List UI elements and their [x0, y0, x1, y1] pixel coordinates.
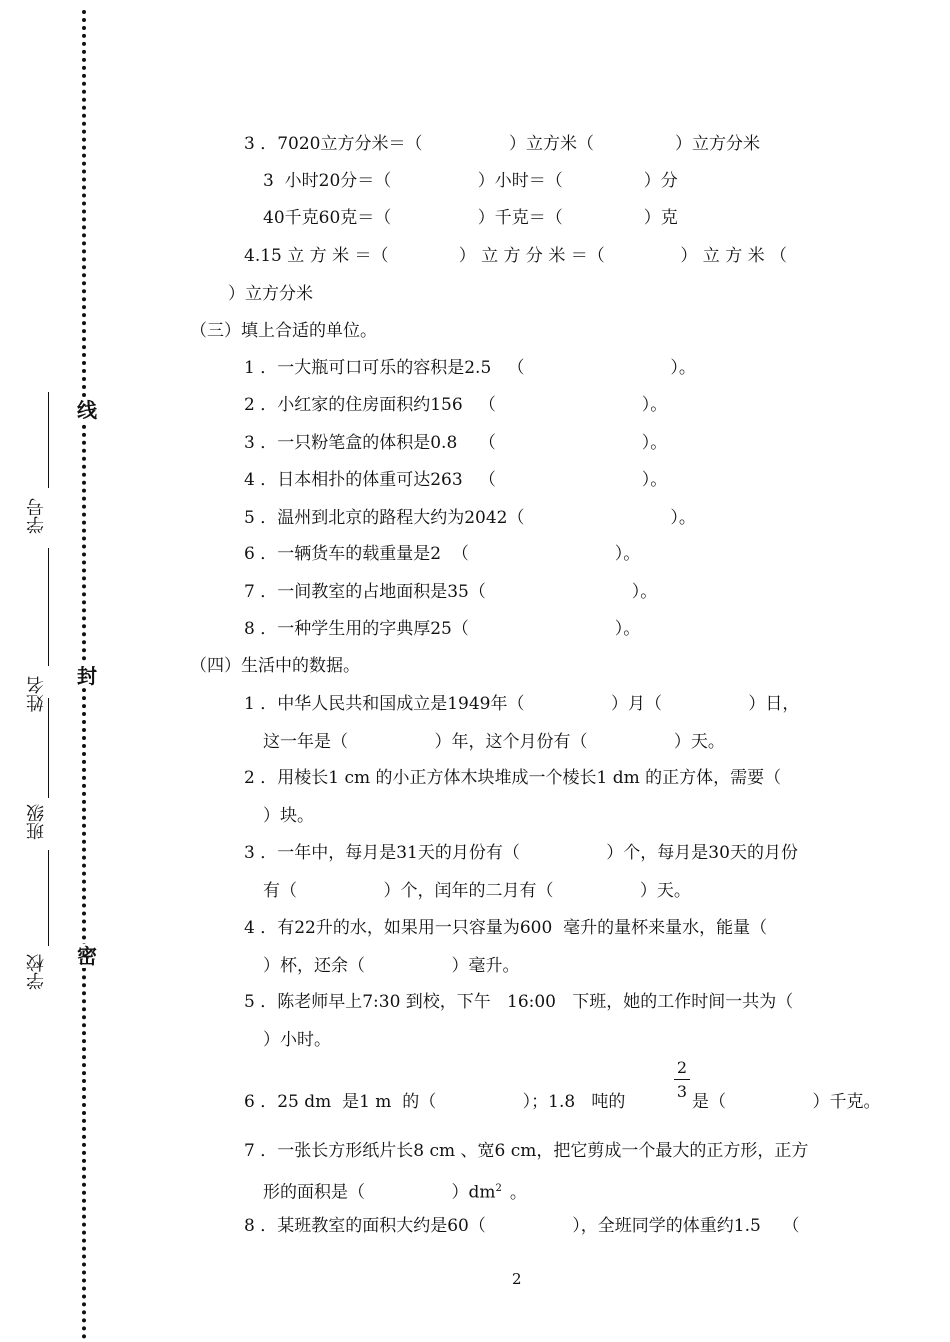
line-s4-6a: 6 ．25 dm 是1 m 的（ ）；1.8 吨的 [244, 1092, 626, 1112]
fraction-two-thirds [674, 1058, 690, 1101]
line-s4-4b: ）杯，还余（ ）毫升。 [263, 956, 520, 976]
school-label: 学校 [26, 954, 47, 990]
fraction-denominator: 3 [676, 1082, 688, 1101]
seal-mark-feng: 封 [77, 664, 97, 688]
line-s3-5: 5 ．温州到北京的路程大约为2042（ ）。 [244, 508, 696, 528]
fraction-bar [674, 1079, 690, 1080]
line-s4-5a: 5 ．陈老师早上7:30 到校，下午 16:00 下班，她的工作时间一共为（ [244, 992, 794, 1012]
line-s3-4: 4 ．日本相扑的体重可达263 （ ）。 [244, 470, 668, 490]
class-blank[interactable] [48, 698, 49, 798]
line-s3-7: 7 ．一间教室的占地面积是35（ ）。 [244, 582, 658, 602]
line-s3-3: 3 ．一只粉笔盒的体积是0.8 （ ）。 [244, 433, 668, 453]
line-q2-3e: ）立方分米 [228, 284, 313, 304]
line-s4-1b: 这一年是（ ）年，这个月份有（ ）天。 [263, 732, 725, 752]
line-q2-3b: 3 小时20分＝（ ）小时＝（ ）分 [263, 171, 678, 191]
line-s4-5b: ）小时。 [263, 1030, 331, 1050]
line-s4-7a: 7 ．一张长方形纸片长8 cm 、宽6 cm，把它剪成一个最大的正方形，正方 [244, 1141, 809, 1161]
line-s4-4a: 4 ．有22升的水，如果用一只容量为600 毫升的量杯来量水，能量（ [244, 918, 768, 938]
line-s4-3b: 有（ ）个，闰年的二月有（ ）天。 [263, 881, 691, 901]
name-blank[interactable] [48, 548, 49, 666]
section-3-heading: （三）填上合适的单位。 [190, 321, 377, 341]
seal-mark-xian: 线 [77, 398, 97, 422]
line-s4-2b: ）块。 [263, 806, 314, 826]
line-s4-7b-end: 。 [509, 1182, 527, 1203]
student-id-label: 学号 [26, 498, 47, 534]
fraction-numerator: 2 [676, 1058, 688, 1077]
line-s4-6b: 是（ ）千克。 [692, 1092, 881, 1112]
line-q2-3c: 40千克60克＝（ ）千克＝（ ）克 [263, 208, 678, 228]
section-4-heading: （四）生活中的数据。 [190, 656, 360, 676]
student-id-blank[interactable] [48, 392, 49, 488]
line-s3-8: 8 ．一种学生用的字典厚25（ ）。 [244, 619, 641, 639]
line-q2-3a: 3 ．7020立方分米＝（ ）立方米（ ）立方分米 [244, 134, 761, 154]
name-label: 姓名 [26, 676, 47, 712]
class-label: 班级 [26, 804, 47, 840]
line-s4-3a: 3 ．一年中，每月是31天的月份有（ ）个，每月是30天的月份 [244, 843, 798, 863]
page-number: 2 [512, 1270, 522, 1288]
line-s3-2: 2 ．小红家的住房面积约156 （ ）。 [244, 395, 668, 415]
line-s4-1a: 1 ．中华人民共和国成立是1949年（ ）月（ ）日， [244, 694, 800, 714]
square-exponent: 2 [495, 1183, 502, 1194]
line-s4-2a: 2 ．用棱长1 cm 的小正方体木块堆成一个棱长1 dm 的正方体，需要（ [244, 768, 782, 788]
line-s3-6: 6 ．一辆货车的载重量是2 （ ）。 [244, 544, 641, 564]
line-q2-3d: 4.15 立 方 米 ＝（ ） 立 方 分 米 ＝（ ） 立 方 米 （ [244, 246, 788, 266]
line-s3-1: 1 ．一大瓶可口可乐的容积是2.5 （ ）。 [244, 358, 696, 378]
line-s4-7b [263, 1178, 527, 1204]
line-s4-7b-text: 形的面积是（ ）dm [263, 1182, 496, 1203]
school-blank[interactable] [48, 850, 49, 946]
seal-mark-mi: 密 [77, 944, 97, 968]
line-s4-8a: 8 ．某班教室的面积大约是60（ ），全班同学的体重约1.5 （ [244, 1216, 800, 1236]
